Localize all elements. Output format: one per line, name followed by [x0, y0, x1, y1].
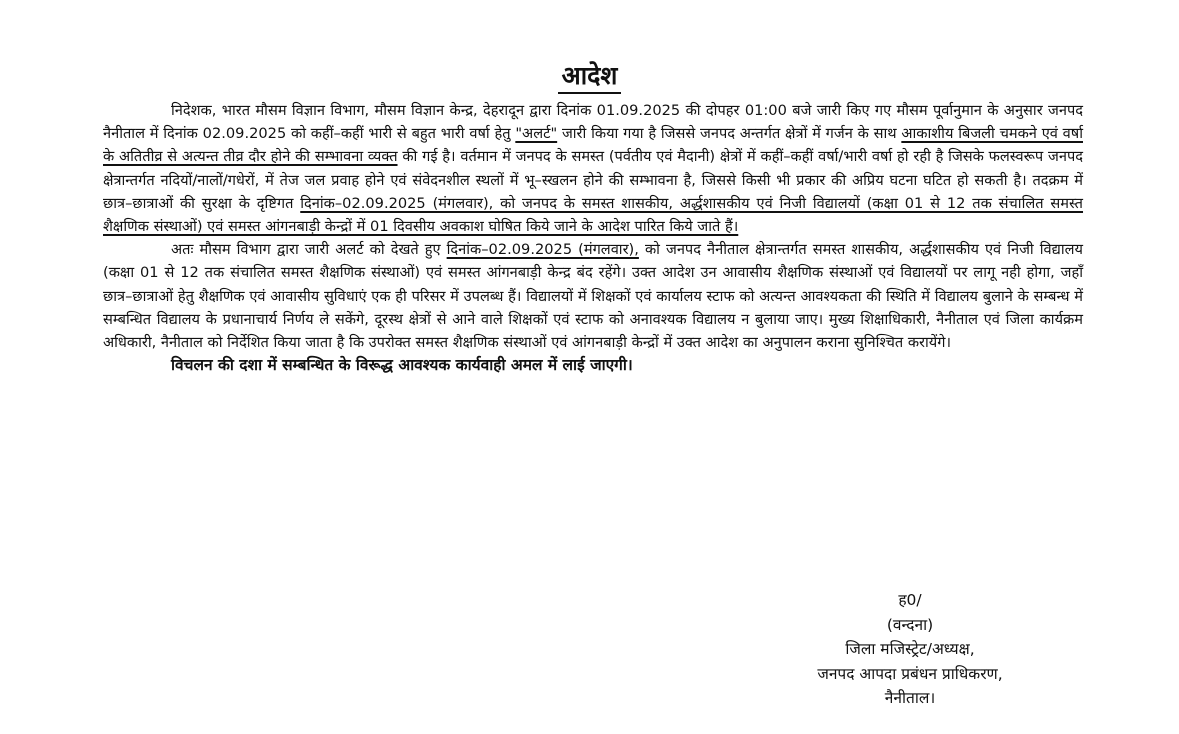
- alert-term: "अलर्ट": [515, 125, 558, 143]
- para1-text-1: निदेशक, भारत मौसम विज्ञान विभाग, मौसम विज्ञान केन्द्र, देहरादून द्वारा दिनांक 01.09.2025 की दोपहर 01:00 बजे जारी किए गए मौसम पूर्वानुमान के अनुसार जनपद नैनीताल में दिनांक 02.09.2025 को कहीं–कहीं भारी से बहुत भारी वर्षा हेतु: [103, 102, 1083, 143]
- order-title-text: आदेश: [558, 61, 622, 94]
- paragraph-2: [103, 238, 1083, 354]
- order-body: [103, 99, 1083, 377]
- para2-text-1: अतः मौसम विभाग द्वारा जारी अलर्ट को देखते हुए: [171, 241, 447, 259]
- signature-block: [760, 588, 1060, 711]
- signatory-authority: जनपद आपदा प्रबंधन प्राधिकरण,: [817, 664, 1003, 683]
- order-title: [0, 58, 1179, 92]
- para1-text-2: जारी किया गया है जिससे जनपद अन्तर्गत क्षेत्रों में गर्जन के साथ: [557, 125, 902, 143]
- signature-mark: ह0/: [898, 591, 922, 609]
- para1-underlined-holiday-order: दिनांक–02.09.2025 (मंगलवार), को जनपद के समस्त शासकीय, अर्द्धशासकीय एवं निजी विद्यालयों (कक्षा 01 से 12 तक संचालित समस्त शैक्षणिक संस्थाओं) एवं समस्त आंगनबाड़ी केन्द्रों में 01 दिवसीय अवकाश घोषित किये जाने के आदेश पारित किये जाते हैं।: [103, 194, 1084, 236]
- paragraph-1: [103, 99, 1083, 238]
- signatory-location: नैनीताल।: [884, 689, 936, 707]
- para2-text-2: को जनपद नैनीताल क्षेत्रान्तर्गत समस्त शासकीय, अर्द्धशासकीय एवं निजी विद्यालय (कक्षा 01 से 12 तक संचालित समस्त शैक्षणिक संस्थाओं) एवं समस्त आंगनबाड़ी केन्द्र बंद रहेंगे। उक्त आदेश उन आवासीय शैक्षणिक संस्थाओं एवं विद्यालयों पर लागू नही होगा, जहॉं छात्र–छात्राओं हेतु शैक्षणिक एवं आवासीय सुविधाएं एक ही परिसर में उपलब्ध हैं। विद्यालयों में शिक्षकों एवं कार्यालय स्टाफ को अत्यन्त आवश्यकता की स्थिति में विद्यालय बुलाने के सम्बन्ध में सम्बन्धित विद्यालय के प्रधानाचार्य निर्णय ले सकेंगे, दूरस्थ क्षेत्रों से आने वाले शिक्षकों एवं स्टाफ को अनावश्यक विद्यालय न बुलाया जाए। मुख्य शिक्षाधिकारी, नैनीताल एवं जिला कार्यक्रम अधिकारी, नैनीताल को निर्देशित किया जाता है कि उपरोक्त समस्त शैक्षणिक संस्थाओं एवं आंगनबाड़ी केन्द्रों में उक्त आदेश का अनुपालन कराना सुनिश्चित करायेंगे।: [103, 241, 1083, 352]
- para1-underlined-forecast: आकाशीय बिजली चमकने एवं वर्षा के अतितीव्र से अत्यन्त तीव्र दौर होने की सम्भावना व्यक्त: [103, 125, 1083, 166]
- closing-statement: विचलन की दशा में सम्बन्धित के विरूद्ध आवश्यक कार्यवाही अमल में लाई जाएगी।: [171, 356, 633, 375]
- signatory-name: (वन्दना): [886, 615, 934, 634]
- para1-text-3: की गई है। वर्तमान में जनपद के समस्त (पर्वतीय एवं मैदानी) क्षेत्रों में कहीं–कहीं वर्षा/भारी वर्षा हो रही है जिसके फलस्वरूप जनपद क्षेत्रान्तर्गत नदियों/नालों/गधेरों, में तेज जल प्रवाह होने एवं संवेदनशील स्थलों में भू–स्खलन होने की सम्भावना है, जिससे किसी भी प्रकार की अप्रिय घटना घटित हो सकती है। तदक्रम में छात्र–छात्राओं की सुरक्षा के दृष्टिगत: [103, 148, 1083, 212]
- signatory-designation: जिला मजिस्ट्रेट/अध्यक्ष,: [845, 640, 975, 658]
- para2-underlined-date: दिनांक–02.09.2025 (मंगलवार),: [446, 241, 639, 259]
